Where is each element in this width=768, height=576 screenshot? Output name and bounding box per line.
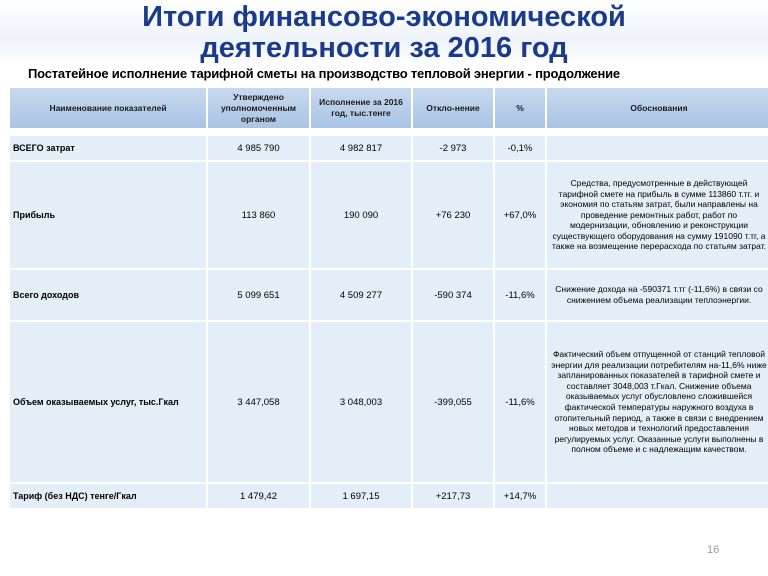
row-reason bbox=[547, 136, 768, 160]
table-header-row bbox=[10, 88, 768, 128]
table-row bbox=[10, 162, 768, 268]
column-header-deviation: Откло-нение bbox=[413, 88, 493, 128]
table-row bbox=[10, 270, 768, 320]
row-name: Прибыль bbox=[10, 162, 206, 268]
title-line-2: деятельности за 2016 год bbox=[200, 32, 568, 64]
title-line-1: Итоги финансово-экономической bbox=[142, 1, 626, 33]
table-row bbox=[10, 322, 768, 482]
row-actual: 4 509 277 bbox=[311, 270, 411, 320]
spacer-cell bbox=[10, 130, 768, 134]
tariff-estimate-table bbox=[8, 86, 768, 510]
table-subtitle: Постатейное исполнение тарифной сметы на производство тепловой энергии - продолжение bbox=[28, 66, 620, 81]
row-deviation: -590 374 bbox=[413, 270, 493, 320]
row-approved: 3 447,058 bbox=[208, 322, 309, 482]
row-name: Всего доходов bbox=[10, 270, 206, 320]
row-name: Тариф (без НДС) тенге/Гкал bbox=[10, 484, 206, 508]
row-actual: 190 090 bbox=[311, 162, 411, 268]
header-spacer bbox=[10, 130, 768, 134]
row-deviation: +217,73 bbox=[413, 484, 493, 508]
row-reason bbox=[547, 484, 768, 508]
column-header-name: Наименование показателей bbox=[10, 88, 206, 128]
row-name: ВСЕГО затрат bbox=[10, 136, 206, 160]
column-header-reason: Обоснования bbox=[547, 88, 768, 128]
row-approved: 1 479,42 bbox=[208, 484, 309, 508]
row-deviation: -399,055 bbox=[413, 322, 493, 482]
column-header-approved: Утверждено уполномоченным органом bbox=[208, 88, 309, 128]
column-header-percent: % bbox=[495, 88, 545, 128]
row-approved: 4 985 790 bbox=[208, 136, 309, 160]
row-deviation: -2 973 bbox=[413, 136, 493, 160]
table-row bbox=[10, 136, 768, 160]
page-title bbox=[0, 2, 768, 64]
row-actual: 1 697,15 bbox=[311, 484, 411, 508]
table-row bbox=[10, 484, 768, 508]
row-actual: 3 048,003 bbox=[311, 322, 411, 482]
row-percent: -11,6% bbox=[495, 270, 545, 320]
row-reason: Снижение дохода на -590371 т.тг (-11,6%) в связи со снижением объема реализации теплоэнергии. bbox=[547, 270, 768, 320]
row-approved: 113 860 bbox=[208, 162, 309, 268]
row-deviation: +76 230 bbox=[413, 162, 493, 268]
row-percent: -0,1% bbox=[495, 136, 545, 160]
row-percent: -11,6% bbox=[495, 322, 545, 482]
row-percent: +67,0% bbox=[495, 162, 545, 268]
row-percent: +14,7% bbox=[495, 484, 545, 508]
column-header-actual: Исполнение за 2016 год, тыс.тенге bbox=[311, 88, 411, 128]
row-reason: Средства, предусмотренные в действующей тарифной смете на прибыль в сумме 113860 т.тг. и экономия по статьям затрат, были направлены на проведение ремонтных работ, работ по модернизации, обновлению и реконструкции существующего оборудования на сумму 191090 т.тг, а также на возмещение перерасхода по статьям затрат. bbox=[547, 162, 768, 268]
row-reason: Фактический объем отпущенной от станций тепловой энергии для реализации потребителям на-11,6% ниже запланированных показателей в тарифной смете и составляет 3048,003 т.Гкал. Снижение объема оказываемых услуг обусловлено сложившейся фактической температуры наружного воздуха в отопительный период, а также в связи с внедрением новых методов и технологий предоставления регулируемых услуг. Оказанные услуги выполнены в полном объеме и с надлежащим качеством. bbox=[547, 322, 768, 482]
row-name: Объем оказываемых услуг, тыс.Гкал bbox=[10, 322, 206, 482]
row-actual: 4 982 817 bbox=[311, 136, 411, 160]
row-approved: 5 099 651 bbox=[208, 270, 309, 320]
page-number: 16 bbox=[707, 544, 720, 556]
